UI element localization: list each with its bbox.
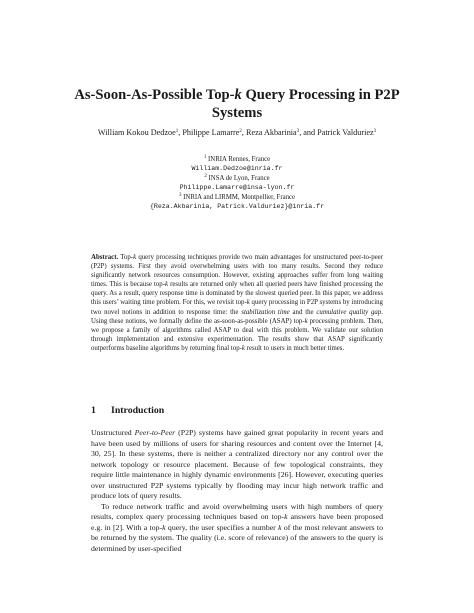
emphasis-term: Peer-to-Peer xyxy=(134,428,176,437)
section-heading xyxy=(91,405,164,416)
affiliation-mark: 3 xyxy=(178,192,182,198)
title-text-end: Query Processing in P2P Systems xyxy=(211,87,400,121)
affiliation-line xyxy=(60,174,414,183)
abstract-text: query processing in P2P systems by introducing two novel notions in addition to response time: the xyxy=(91,299,383,316)
abstract-text: Top- xyxy=(118,254,134,261)
math-k: k xyxy=(162,522,166,532)
paragraph-text: To reduce network traffic and avoid overwhelming users with high numbers of query results, complex query processing techniques based on top- xyxy=(91,501,383,522)
paper-title xyxy=(60,86,414,122)
author-name: Philippe Lamarre xyxy=(182,128,240,137)
title-variable-k: k xyxy=(234,87,242,103)
email-address: {Reza.Akbarinia, Patrick.Valduriez}@inria.fr xyxy=(149,203,325,211)
abstract-text: processing problem. Then, we propose a family of algorithms called ASAP to deal with this problem. We validate our solution through implementation and extensive experimentation. The results show that ASAP significantly outperforms baseline algorithms by returning final top- xyxy=(91,317,383,352)
affiliation-name: INRIA and LIRMM, Montpellier, France xyxy=(183,193,296,201)
affiliation-line xyxy=(60,193,414,202)
author-affiliation-mark: 2 xyxy=(239,129,242,134)
author-affiliation-mark: 3 xyxy=(296,129,300,134)
math-k: k xyxy=(165,281,169,289)
author-name: Patrick Valduriez xyxy=(317,128,374,137)
author-name: William Kokou Dedzoe xyxy=(97,128,176,137)
paragraph-text: answers have been proposed e.g. in [2]. With a top- xyxy=(91,512,383,532)
paragraph-text: of the most relevant answers to be returned by the system. The quality (i.e. score of relevance) of the answers to the query is determined by user-specified xyxy=(91,522,383,554)
affiliation-name: INSA de Lyon, France xyxy=(208,174,270,182)
abstract-text: results are returned only when all queried peers have finished processing the query. As a result, query response time is dominated by the slowest queried peer. In this paper, we address this users’ waiting time problem. For this, we revisit top- xyxy=(91,281,384,307)
section-number: 1 xyxy=(91,405,96,416)
author-affiliation-mark: 1 xyxy=(175,129,179,134)
math-k: k xyxy=(133,254,137,261)
math-k: k xyxy=(304,317,308,325)
body-text xyxy=(91,428,383,555)
abstract-label: Abstract. xyxy=(91,254,119,261)
paragraph-text: (P2P) systems have gained great popularity in recent years and have been used by millions of users for sharing resources and content over the Internet [4, 30, 25]. In these systems, there is neither a centralized directory nor any control over the network topology or resource placement. Because of few topological constraints, they require little maintenance in highly dynamic environments [26]. However, executing queries over unstructured P2P systems typically by flooding may incur high network traffic and produce lots of query results. xyxy=(91,428,383,501)
abstract-text: . Using these notions, we formally define the as-soon-as-possible (ASAP) top- xyxy=(91,308,383,325)
title-text: As-Soon-As-Possible Top- xyxy=(74,87,235,103)
email-address: Philippe.Lamarre@insa-lyon.fr xyxy=(179,184,295,192)
author-separator: , and xyxy=(299,128,318,137)
math-k: k xyxy=(246,299,250,307)
abstract-text: and the xyxy=(289,308,317,316)
paragraph-text: Unstructured xyxy=(91,428,135,437)
author-list xyxy=(60,128,414,139)
abstract xyxy=(91,253,383,353)
affiliations xyxy=(60,155,414,211)
affiliation-name: INRIA Rennes, France xyxy=(208,156,271,163)
abstract-text: result to users in much better times. xyxy=(244,344,345,352)
paragraph xyxy=(91,428,383,502)
author-name: Reza Akbarinia xyxy=(246,128,297,137)
affiliation-line xyxy=(60,155,414,164)
math-k: k xyxy=(284,512,288,522)
section-title: Introduction xyxy=(111,405,165,416)
affiliation-mark: 1 xyxy=(203,155,207,160)
author-separator: , xyxy=(241,128,246,137)
math-k: k xyxy=(278,522,282,532)
author-affiliation-mark: 3 xyxy=(373,129,377,134)
author-separator: , xyxy=(178,128,183,137)
abstract-term: stabilization time xyxy=(241,308,290,316)
abstract-term: cumulative quality gap xyxy=(316,308,382,316)
paragraph xyxy=(91,502,383,555)
email-address: William.Dedzoe@inria.fr xyxy=(191,165,283,173)
math-k: k xyxy=(241,344,245,352)
affiliation-mark: 2 xyxy=(204,173,207,179)
paragraph-text: query, the user specifies a number xyxy=(165,522,279,532)
abstract-text: query processing techniques provide two main advantages for unstructured peer-to-peer (P2P) systems. First they avoid overwhelming users with too many results. Second they reduce significantly network resources consumption. However, existing approaches suffer from long waiting times. This is because top- xyxy=(91,254,383,289)
